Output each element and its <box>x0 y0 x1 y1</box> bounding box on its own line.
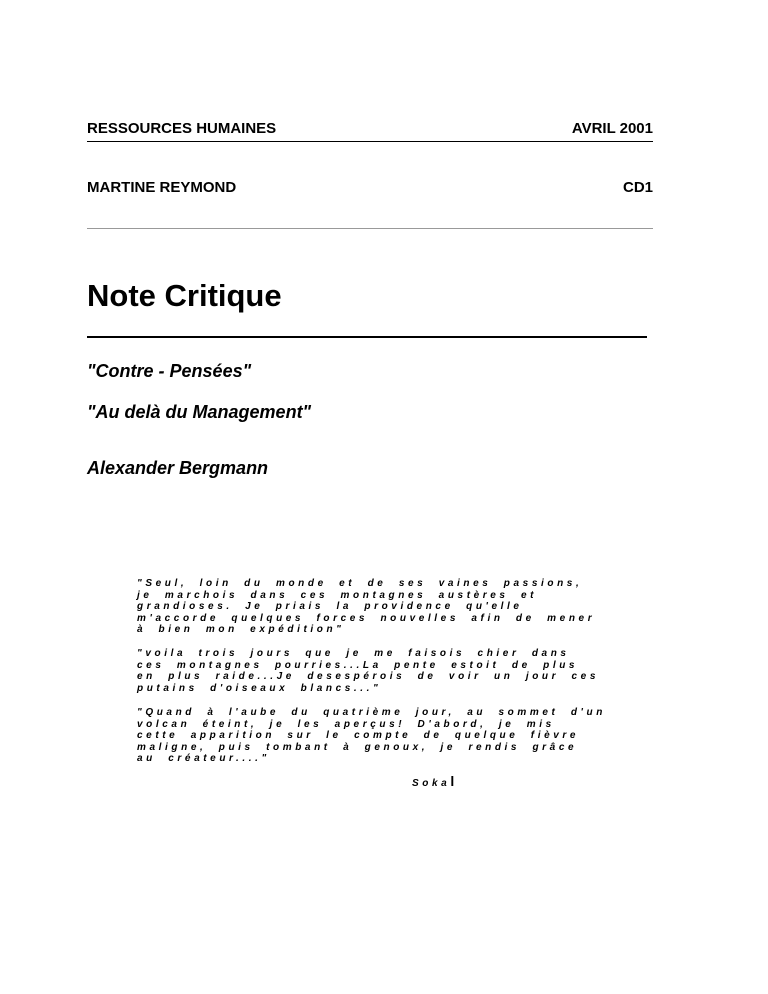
book-author: Alexander Bergmann <box>87 458 269 478</box>
quote-paragraph-2: "voila trois jours que je me faisois chier dans ces montagnes pourries...La pente estoit de plus en plus raide...Je desespérois de voir un jour ces putains d'oiseaux blancs..." <box>137 648 599 694</box>
signature-last-letter: l <box>450 773 455 789</box>
author-label: MARTINE REYMOND <box>87 179 237 196</box>
department-label: RESSOURCES HUMAINES <box>87 120 277 137</box>
signature-main: Soka <box>412 778 451 789</box>
quote-paragraph-1: "Seul, loin du monde et de ses vaines passions, je marchois dans ces montagnes austères et grandioses. Je priais la providence qu'elle m'accorde quelques forces nouvelles afin de mener à bien mon expédition" <box>137 578 596 636</box>
date-label: AVRIL 2001 <box>571 120 653 137</box>
title-underline <box>87 336 647 338</box>
signature <box>412 773 454 789</box>
page-title: Note Critique <box>87 278 282 313</box>
section-divider <box>87 228 653 229</box>
subtitle-contre-pensees: "Contre - Pensées" <box>87 361 252 381</box>
quote-paragraph-3: "Quand à l'aube du quatrième jour, au sommet d'un volcan éteint, je les aperçus! D'abord, je mis cette apparition sur le compte de quelque fièvre maligne, puis tombant à genoux, je rendis grâce au créateur...." <box>137 707 606 765</box>
header-divider <box>87 141 653 142</box>
code-label: CD1 <box>622 179 653 196</box>
subtitle-management: "Au delà du Management" <box>87 402 312 422</box>
